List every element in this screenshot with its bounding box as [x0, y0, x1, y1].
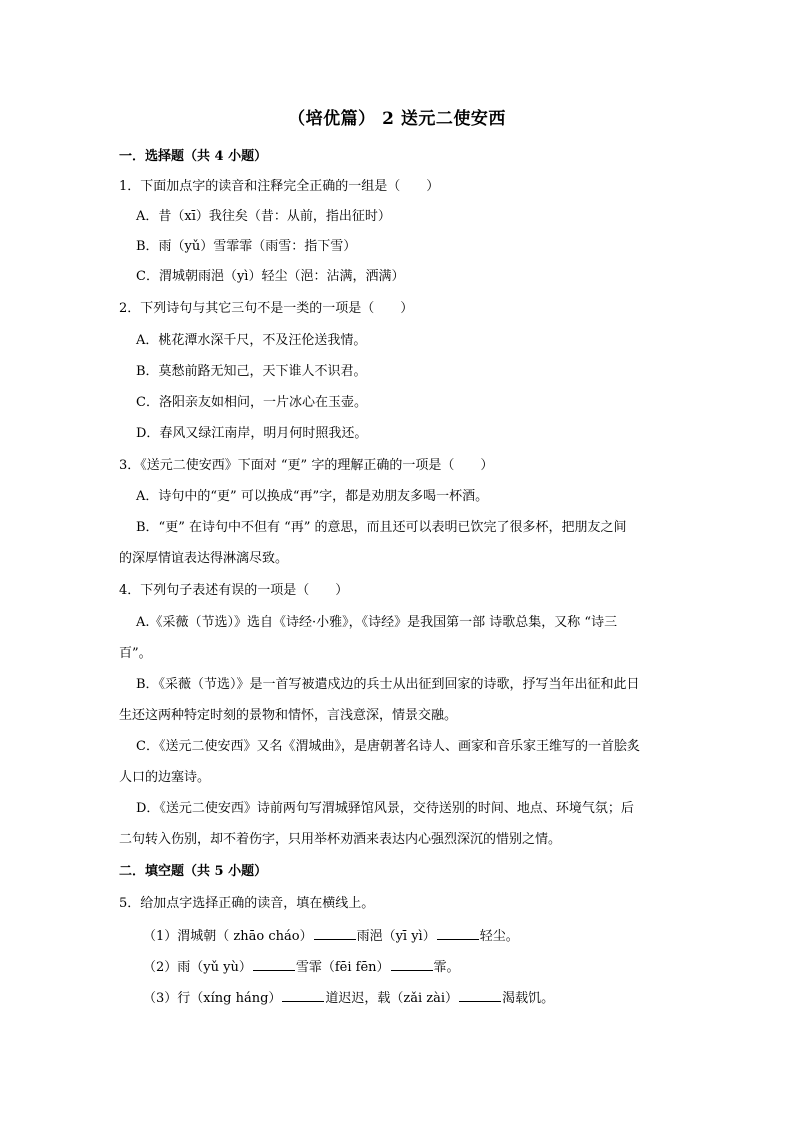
question-5-stem: 5．给加点字选择正确的读音，填在横线上。 — [119, 896, 375, 911]
item-1-part-c: 轻尘。 — [479, 929, 519, 944]
question-4-option-c-line2: 人口的边塞诗。 — [119, 770, 211, 785]
item-3-part-b: 道迟迟，载（zǎi zài） — [325, 991, 459, 1006]
question-4-option-a-line1: A.《采薇（节选）》选自《诗经·小雅》，《诗经》是我国第一部 诗歌总集，又称 “诗三 — [136, 615, 618, 630]
section-heading-choice: 一．选择题（共 4 小题） — [119, 149, 268, 164]
answer-blank-4[interactable] — [391, 956, 433, 971]
question-1-option-b: B．雨（yǔ）雪霏霏（雨雪：指下雪） — [136, 239, 357, 254]
question-3-option-b-line2: 的深厚情谊表达得淋漓尽致。 — [119, 551, 289, 566]
item-1-part-b: 雨浥（yī yì） — [356, 929, 436, 944]
question-2-option-a: A．桃花潭水深千尺，不及汪伦送我情。 — [136, 333, 367, 348]
question-5-item-2 — [143, 956, 460, 978]
question-4-option-d-line2: 二句转入伤别，却不着伤字，只用举杯劝酒来表达内心强烈深沉的惜别之情。 — [119, 832, 562, 847]
item-1-part-a: （1）渭城朝（ zhāo cháo） — [143, 929, 313, 944]
question-1-option-c: C．渭城朝雨浥（yì）轻尘（浥：沾满，洒满） — [136, 269, 405, 284]
answer-blank-3[interactable] — [253, 956, 295, 971]
question-4-option-d-line1: D．《送元二使安西》诗前两句写渭城驿馆风景，交待送别的时间、地点、环境气氛；后 — [136, 801, 634, 816]
question-3-stem: 3．《送元二使安西》下面对 “更” 字的理解正确的一项是（ ） — [119, 458, 494, 473]
question-3-option-a: A．诗句中的“更” 可以换成“再”字，都是劝朋友多喝一杯酒。 — [136, 489, 489, 504]
question-2-stem: 2．下列诗句与其它三句不是一类的一项是（ ） — [119, 301, 414, 316]
question-4-option-b-line1: B．《采薇（节选）》是一首写被遣戍边的兵士从出征到回家的诗歌，抒写当年出征和此日 — [136, 677, 640, 692]
question-3-option-b-line1: B．“更” 在诗句中不但有 “再” 的意思，而且还可以表明已饮完了很多杯，把朋友之间 — [136, 520, 627, 535]
answer-blank-2[interactable] — [437, 925, 479, 940]
section-heading-fill: 二．填空题（共 5 小题） — [119, 864, 268, 879]
answer-blank-5[interactable] — [282, 987, 324, 1002]
question-1-option-a: A．昔（xī）我往矣（昔：从前，指出征时） — [136, 209, 391, 224]
question-4-option-c-line1: C．《送元二使安西》又名《渭城曲》，是唐朝著名诗人、画家和音乐家王维写的一首脍炙 — [136, 739, 640, 754]
item-3-part-a: （3）行（xíng háng） — [143, 991, 282, 1006]
question-5-item-1 — [143, 925, 519, 947]
question-4-stem: 4．下列句子表述有误的一项是（ ） — [119, 583, 349, 598]
item-2-part-a: （2）雨（yǔ yù） — [143, 960, 252, 975]
question-2-option-d: D．春风又绿江南岸，明月何时照我还。 — [136, 426, 368, 441]
question-5-item-3 — [143, 987, 554, 1009]
question-2-option-b: B．莫愁前路无知己，天下谁人不识君。 — [136, 364, 367, 379]
item-3-part-c: 渴载饥。 — [502, 991, 555, 1006]
question-4-option-b-line2: 生还这两种特定时刻的景物和情怀，言浅意深，情景交融。 — [119, 708, 458, 723]
answer-blank-6[interactable] — [459, 987, 501, 1002]
question-1-stem: 1．下面加点字的读音和注释完全正确的一组是（ ） — [119, 179, 440, 194]
question-2-option-c: C．洛阳亲友如相问，一片冰心在玉壶。 — [136, 395, 367, 410]
item-2-part-b: 雪霏（fēi fēn） — [295, 960, 390, 975]
item-2-part-c: 霏。 — [433, 960, 460, 975]
answer-blank-1[interactable] — [314, 925, 356, 940]
question-4-option-a-line2: 百”。 — [119, 646, 152, 661]
page-title: （培优篇） 2 送元二使安西 — [288, 109, 506, 129]
